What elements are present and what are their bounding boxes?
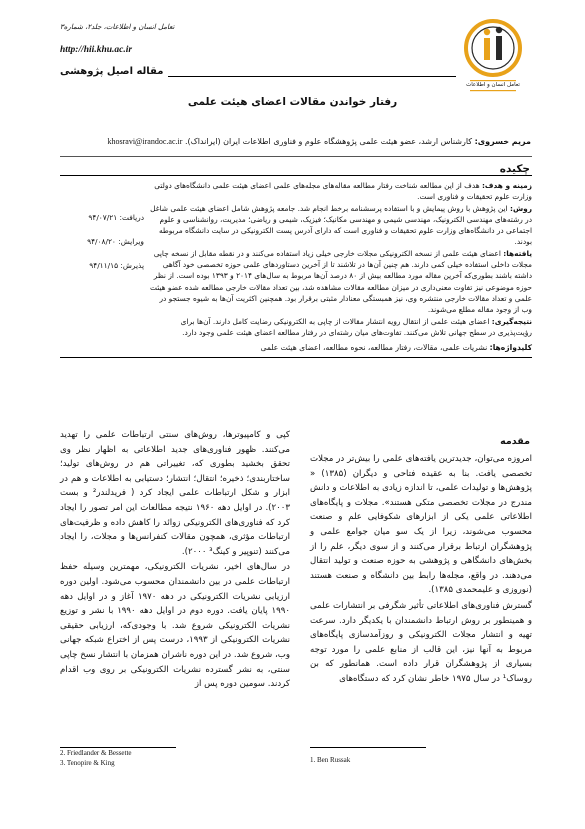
date-received: دریافت: ۹۴/۰۷/۲۱ (88, 213, 144, 222)
abstract-divider-top (60, 175, 532, 176)
footnote: 3. Tenopire & King (60, 759, 115, 767)
footnotes-left (60, 748, 290, 768)
abstract-text-aim: هدف از این مطالعه شناخت رفتار مطالعه مقاله‌های مجله‌های علمی اعضای هیئت علمی دانشگاه‌های دولتی وزارت علوم تحقیقات و فناوری است. (154, 181, 532, 202)
intro-heading: مقدمه (500, 436, 530, 447)
abstract-divider-bottom (60, 357, 532, 358)
date-revised: ویرایش: ۹۴/۰۸/۲۰ (87, 237, 144, 246)
journal-logo (462, 14, 524, 100)
abstract-label-method: روش: (509, 203, 532, 213)
abstract-text-findings: اعضای هیئت علمی از نسخه الکترونیکی مجلات خارجی خیلی زیاد استفاده می‌کنند و در نقطه مقابل از نسخه چاپی مجلات داخلی استفاده خیلی کمی دارند. هم چنین آن‌ها در تلاشند تا از آخرین دستاوردهای علمی حوزه تخصصی خود آگاهی داشته باشند بطوری‌که آخرین مقاله مورد مطالعه بیش از ۸۰ درصد آن‌ها مربوط به سال‌های ۲۰۱۴ و ۱۳۹۳ بوده است. از نظر حوزه موضوعی نیز تفاوت معنی‌داری در میزان مطالعه مقالات مشاهده شد، بین تعداد مقالات خارجی مطالعه شده عضو هیئت علمی و تعداد مقالات خارجی منتشره وی، نیز همبستگی معنادار مثبتی برقرار بود. همچنین اکثریت آن‌ها به شیوه جستجو در وب از وجود مقاله مطلع می‌شوند. (149, 248, 532, 315)
header-divider (168, 76, 456, 77)
body-column-left (60, 428, 290, 746)
journal-url[interactable]: http://hii.khu.ac.ir (60, 45, 133, 55)
body-column-right (310, 452, 532, 742)
body-paragraph: گسترش فناوری‌های اطلاعاتی تأثیر شگرفی بر انتشارات علمی و همینطور بر روش ارتباط دانشمندان با یکدیگر دارد. سرعت تهیه و انتشار مجلات الکترونیکی و روزآمدسازی پایگاه‌های مربوط به آنها نیز، این قالب از منابع علمی را مورد توجه بسیاری از پژوهشگران قرار داده است. همانطور که بن روساک¹ در سال ۱۹۷۵ خاطر نشان کرد که دستگاه‌های (310, 600, 532, 684)
footnotes-right (310, 756, 532, 764)
abstract-paragraph (148, 203, 532, 248)
journal-citation: تعامل انسان و اطلاعات، جلد۲، شماره۳ (60, 23, 175, 31)
abstract-paragraph (148, 180, 532, 203)
footnote: 2. Friedlander & Bessette (60, 749, 132, 757)
article-title: رفتار خواندن مقالات اعضای هیئت علمی (187, 96, 398, 108)
keywords-list: نشریات علمی، مقالات، رفتار مطالعه، نحوه مطالعه، اعضای هیئت علمی (260, 343, 490, 352)
author-name: مریم خسروی: (474, 137, 531, 146)
article-dates (60, 206, 144, 278)
footnote-divider (310, 747, 426, 748)
date-accepted: پذیرش: ۹۴/۱۱/۱۵ (89, 261, 144, 270)
body-paragraph: امروزه می‌توان، جدیدترین یافته‌های علمی را بیش‌تر در مجلات تخصصی یافت. بنا به عقیده فتاحی و دیگران (۱۳۸۵) « پژوهش‌ها و تولیدات علمی، تا اندازه زیادی به اطلاعات و دانش مندرج در مجلات تخصصی متکی هستند». مجلات و پایگاه‌های اطلاعاتی علمی یکی از ابزارهای شکوفایی علم و صنعت محسوب می‌شوند، زیرا از یک سو میان جوامع علمی و پژوهشگران ارتباط برقرار می‌کنند و از سوی دیگر، علم را از بخش‌های دانشگاهی و پژوهشی به حوزه صنعت و تولید انتقال می‌دهند. در واقع، مجله‌ها رابط بین دانشگاه و صنعت هستند (نوروزی و علیمحمدی ۱۳۸۵). (310, 454, 532, 596)
footnote: 1. Ben Russak (310, 756, 351, 764)
logo-text: تعامل انسان و اطلاعات (466, 82, 520, 88)
section-label: مقاله اصیل پژوهشی (60, 66, 164, 77)
abstract-label-aim: زمینه و هدف: (481, 181, 532, 190)
body-paragraph: کپی و کامپیوترها، روش‌های سنتی ارتباطات علمی را تهدید می‌کنند. ظهور فناوری‌های جدید اطلاعاتی به اظهار نظر وی تحقق بخشید بطوری که، تغییراتی هم در روش‌های تولید؛ ساختاربندی؛ ذخیره؛ انتقال؛ انتشار؛ دستیابی به اطلاعات و هم در ابزار و شکل ارتباطات علمی ایجاد کرد ( فریدلندر² و بست ۲۰۰۳). در اوایل دهه ۱۹۶۰ نتیجه مطالعات این امر تصور را ایجاد کرد که فناوری‌های الکترونیکی زوائد را کاهش داده و ظرفیت‌های ارتباطات مؤثری، همچون مقالات کنفرانس‌ها و مجلات، را ایجاد می‌کنند (تنوپیر و کینگ³ ۲۰۰۰). (60, 430, 291, 557)
abstract-paragraph (148, 248, 532, 316)
author-line (85, 137, 531, 146)
keywords (60, 343, 532, 352)
abstract-label-conclusion: نتیجه‌گیری: (491, 316, 532, 326)
abstract-paragraph (148, 316, 532, 339)
abstract-text-conclusion: اعضای هیئت علمی از انتقال رویه انتشار مقالات از چاپی به الکترونیکی رضایت کامل دارند. آن‌ها برای رؤیت‌پذیری در سطح جهانی تلاش می‌کنند. تفاوت‌های میان رشته‌ای در رفتار مطالعه اعضای هیئت علمی وجود دارد. (180, 316, 532, 337)
body-paragraph: در سال‌های اخیر، نشریات الکترونیکی، مهمترین وسیله حفظ ارتباطات علمی در بین دانشمندان محسوب می‌شود. اولین دوره ارزیابی نشریات الکترونیکی در دهه ۱۹۷۰ آغاز و در اوایل دهه ۱۹۹۰ پایان یافت. دوره دوم در اوایل دهه ۱۹۹۰ با نشر و توزیع نشریات الکترونیکی شروع شد. با وجودی‌که، ارزیابی حقیقی نشریات الکترونیکی از ۱۹۹۳، درست پس از اختراع شبکه جهانی وب، شروع شد. در این دوره ناشران همزمان با انتشار نسخ چاپی سنتی، به نشر گسترده نشریات الکترونیکی بر روی وب اقدام کردند. سومین دوره پس از (60, 562, 291, 690)
abstract-label-findings: یافته‌ها: (503, 248, 532, 258)
keywords-label: کلیدواژه‌ها: (489, 343, 532, 352)
author-email[interactable]: khosravi@irandoc.ac.ir (107, 137, 183, 146)
abstract-body (148, 180, 532, 338)
abstract-text-method: این پژوهش با روش پیمایش و با استفاده پرسشنامه برخط انجام شد. جامعه پژوهش شامل اعضای هیئت علمی شاغل در رشته‌های مهندسی الکترونیک، مهندسی شیمی و مهندسی مکانیک؛ فیزیک، شیمی و ریاضی؛ مدیریت، روانشناسی و علوم اجتماعی در دانشگاه‌های وزارت علوم تحقیقات و فناوری است که دارای آدرس پست الکترونیکی در سایت دانشگاه مربوطه بودند. (150, 203, 532, 247)
abstract-heading: چکیده (499, 163, 530, 175)
author-affiliation: کارشناس ارشد، عضو هیئت علمی پژوهشگاه علوم و فناوری اطلاعات ایران (ایرانداک). (184, 137, 473, 146)
abstract-top-divider (60, 156, 532, 157)
